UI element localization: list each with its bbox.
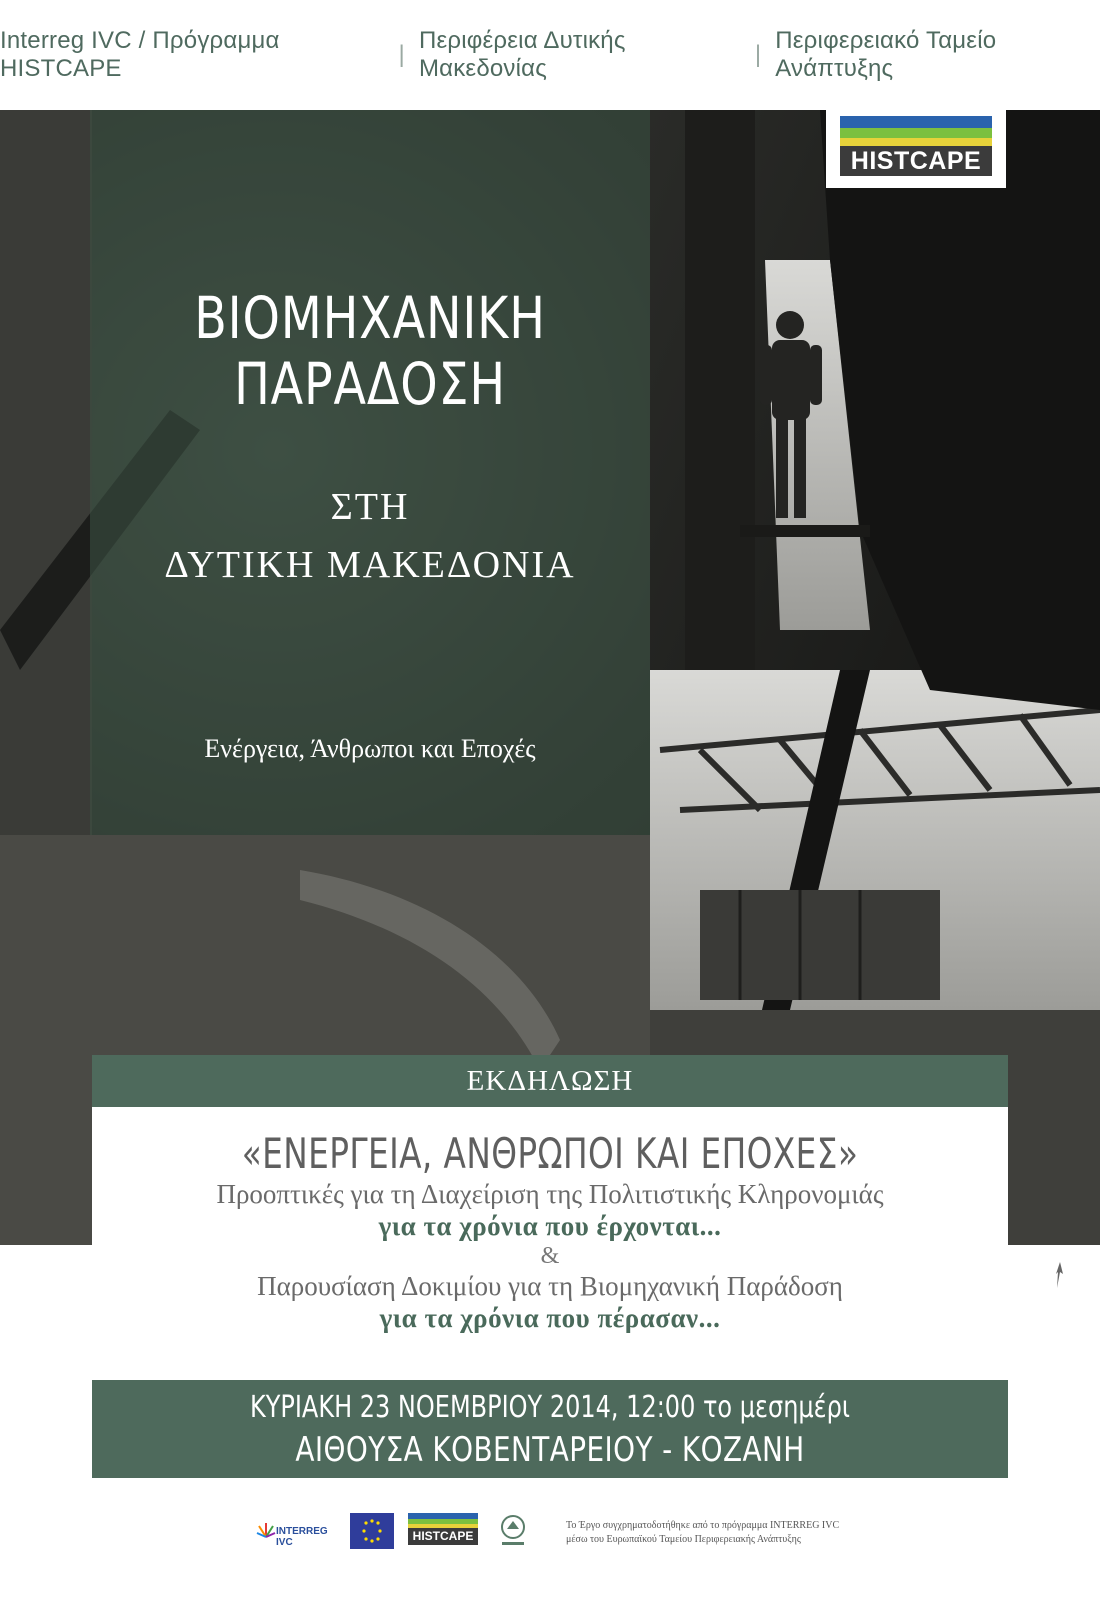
event-line-3: Παρουσίαση Δοκιμίου για τη Βιομηχανική Παράδοση [257,1271,843,1301]
event-title: «ΕΝΕΡΓΕΙΑ, ΑΝΘΡΩΠΟΙ ΚΑΙ ΕΠΟΧΕΣ» [241,1129,859,1178]
event-label-bar: ΕΚΔΗΛΩΣΗ [92,1055,1008,1107]
event-line-2: για τα χρόνια που έρχονται... [378,1211,722,1241]
header-fund: Περιφερειακό Ταμείο Ανάπτυξης [775,27,997,82]
title-line-2: ΠΑΡΑΔΟΣΗ [234,350,506,418]
event-ampersand: & [540,1243,560,1269]
header-program: Interreg IVC / Πρόγραμμα HISTCAPE [0,27,280,82]
funding-note [566,1519,926,1547]
title-line-1: ΒΙΟΜΗΧΑΝΙΚΗ [194,284,546,352]
green-overlay-panel [90,110,650,835]
event-date: ΚΥΡΙΑΚΗ 23 ΝΟΕΜΒΡΙΟΥ 2014, 12:00 το μεσημέρι [249,1390,850,1425]
event-line-4: για τα χρόνια που πέρασαν... [379,1303,721,1333]
photographer-mark-icon [1054,1262,1072,1302]
subtitle-line-1: ΣΤΗ [330,486,410,528]
interreg-logo-text: INTERREG IVC [276,1526,328,1548]
region-emblem-icon [496,1513,530,1549]
partner-header [0,0,1100,110]
poster-title [190,285,551,417]
subtitle-line-2: ΔΥΤΙΚΗ ΜΑΚΕΔΟΝΙΑ [164,544,576,586]
eu-flag-icon [350,1513,394,1549]
header-region: Περιφέρεια Δυτικής Μακεδονίας [418,27,626,82]
poster-tagline: Ενέργεια, Άνθρωποι και Εποχές [204,734,536,763]
event-venue: ΑΙΘΟΥΣΑ ΚΟΒΕΝΤΑΡΕΙΟΥ - ΚΟΖΑΝΗ [295,1430,805,1470]
histcape-footer-logo-text: HISTCAPE [408,1528,478,1545]
histcape-footer-logo [408,1513,478,1549]
event-line-1: Προοπτικές για τη Διαχείριση της Πολιτιστικής Κληρονομιάς [216,1179,884,1209]
header-separator: | [398,41,405,68]
histcape-logo [826,108,1006,188]
poster-subtitle [120,478,620,594]
event-description [92,1107,1008,1372]
date-venue-bar [92,1380,1008,1478]
interreg-logo [256,1513,340,1549]
histcape-logo-text: HISTCAPE [840,146,992,176]
funding-line-2: μέσω του Ευρωπαϊκού Ταμείου Περιφερειακής Ανάπτυξης [566,1534,801,1545]
header-separator: | [754,41,762,68]
funding-line-1: Το Έργο συγχρηματοδοτήθηκε από το πρόγραμμα INTERREG IVC [566,1520,840,1531]
sponsor-footer [0,1505,1100,1565]
